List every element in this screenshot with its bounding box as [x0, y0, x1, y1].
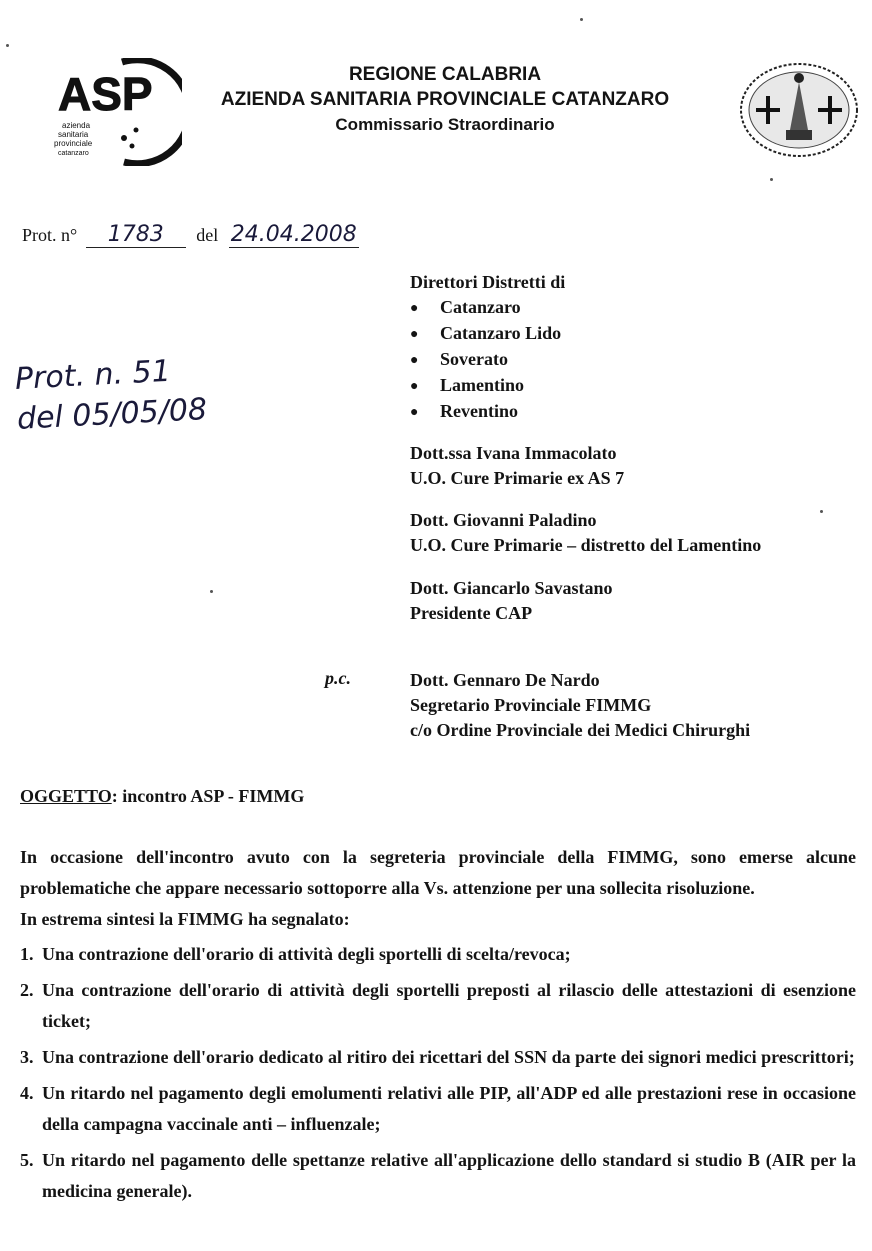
recipient-immacolato: Dott.ssa Ivana Immacolato U.O. Cure Primarie ex AS 7 — [410, 443, 625, 488]
recipients-districts — [410, 270, 850, 425]
asp-logo — [52, 58, 182, 166]
svg-text:provinciale: provinciale — [54, 139, 93, 148]
handwritten-protocol-note: Prot. n. 51 del 05/05/08 — [14, 353, 208, 437]
protocol-line — [22, 222, 359, 248]
protocol-date: 24.04.2008 — [229, 222, 359, 248]
letter-body — [20, 842, 856, 1212]
svg-text:azienda: azienda — [62, 121, 91, 130]
list-item: 1. Una contrazione dell'orario di attività degli sportelli di scelta/revoca; — [20, 944, 571, 964]
list-item: ● Reventino — [410, 401, 518, 421]
svg-text:sanitaria: sanitaria — [58, 130, 89, 139]
list-item: 2. Una contrazione dell'orario di attività degli sportelli preposti al rilascio delle attestazioni di esenzione ticket; — [20, 980, 856, 1031]
body-lead: In estrema sintesi la FIMMG ha segnalato: — [20, 909, 350, 929]
scan-speck — [770, 178, 773, 181]
scan-speck — [6, 44, 9, 47]
subject-text: : incontro ASP - FIMMG — [111, 786, 305, 806]
protocol-number: 1783 — [86, 222, 186, 248]
recipient-paladino: Dott. Giovanni Paladino U.O. Cure Primarie – distretto del Lamentino — [410, 510, 762, 555]
agency-name: AZIENDA SANITARIA PROVINCIALE CATANZARO — [220, 89, 670, 110]
protocol-date-label: del — [196, 225, 219, 245]
scan-speck — [210, 590, 213, 593]
recipient-cc-de-nardo: Dott. Gennaro De Nardo Segretario Provinciale FIMMG c/o Ordine Provinciale dei Medici Chirurghi — [410, 670, 751, 740]
scan-speck — [580, 18, 583, 21]
asp-logo-text: ASP — [58, 68, 153, 120]
recipient-savastano: Dott. Giancarlo Savastano Presidente CAP — [410, 578, 613, 623]
protocol-label: Prot. n° — [22, 225, 78, 245]
list-item: 5. Un ritardo nel pagamento delle spettanze relative all'applicazione dello standard si studio B (AIR per la medicina generale). — [20, 1150, 856, 1201]
subject-label: OGGETTO — [20, 786, 112, 806]
letterhead — [200, 62, 690, 137]
body-intro: In occasione dell'incontro avuto con la segreteria provinciale della FIMMG, sono emerse alcune problematiche che appare necessario sottoporre alla Vs. attenzione per una sollecita risoluzione. — [20, 847, 856, 898]
districts-list — [410, 295, 850, 425]
list-item: ● Soverato — [410, 349, 508, 369]
scan-speck — [820, 510, 823, 513]
issues-list — [20, 939, 856, 1207]
office-name: Commissario Straordinario — [335, 115, 555, 134]
region-name: REGIONE CALABRIA — [348, 64, 542, 85]
list-item: ● Lamentino — [410, 375, 525, 395]
list-item: ● Catanzaro Lido — [410, 323, 562, 343]
list-item: 3. Una contrazione dell'orario dedicato al ritiro dei ricettari del SSN da parte dei signori medici prescrittori; — [20, 1047, 855, 1067]
subject-line — [20, 786, 304, 807]
cc-label: p.c. — [325, 668, 351, 688]
svg-text:catanzaro: catanzaro — [58, 150, 89, 157]
list-item: 4. Un ritardo nel pagamento degli emolumenti relativi alle PIP, all'ADP ed alle prestazioni rese in occasione della campagna vaccinale anti – influenzale; — [20, 1083, 856, 1134]
districts-title: Direttori Distretti di — [410, 272, 566, 292]
list-item: ● Catanzaro — [410, 297, 521, 317]
region-emblem — [738, 60, 860, 160]
